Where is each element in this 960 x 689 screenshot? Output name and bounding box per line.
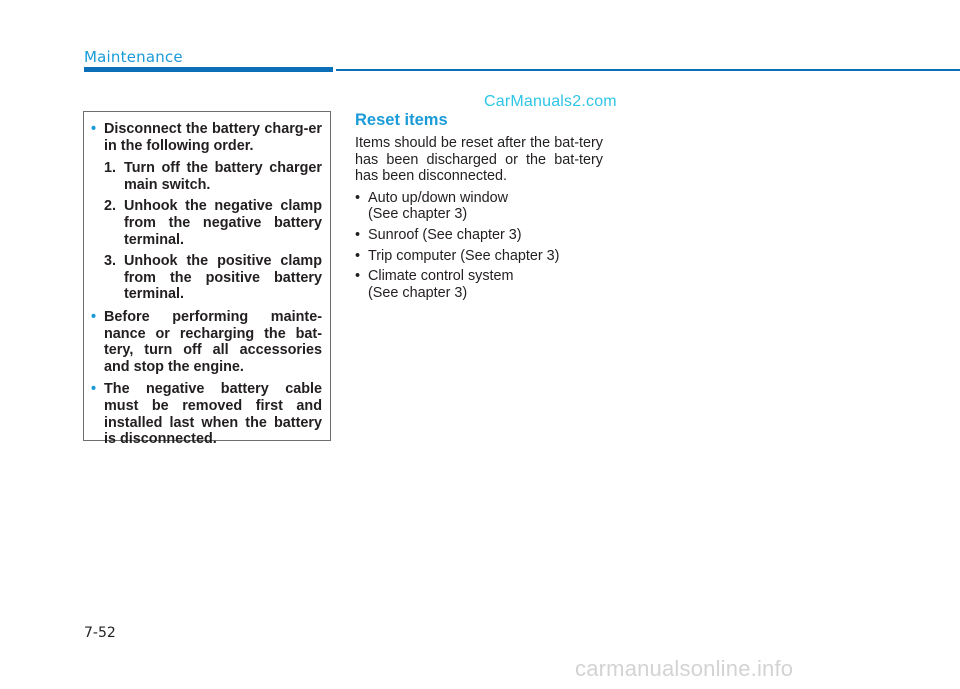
warning-bullet [91, 121, 322, 154]
warning-bullet-text: Before performing mainte-nance or recharging the bat-tery, turn off all accessories and stop the engine. [104, 308, 322, 375]
step-text: Unhook the positive clamp from the positive battery terminal. [124, 253, 322, 303]
list-item [355, 268, 603, 301]
bullet-icon: • [355, 226, 361, 243]
list-item-main: Auto up/down window [368, 189, 508, 206]
list-item [355, 227, 603, 244]
warning-step [104, 198, 322, 248]
warning-step [104, 253, 322, 303]
warning-bullet [91, 308, 322, 375]
section-header: Maintenance [84, 48, 183, 66]
bullet-icon: • [355, 268, 361, 285]
header-rule-thin [336, 69, 960, 71]
step-text: Unhook the negative clamp from the negative battery terminal. [124, 198, 322, 248]
list-item [355, 248, 603, 265]
warning-step [104, 160, 322, 193]
watermark-top: CarManuals2.com [484, 93, 617, 110]
list-item-sub: (See chapter 3) [368, 206, 468, 223]
reset-items-title: Reset items [355, 111, 448, 129]
warning-steps [104, 160, 322, 303]
step-number: 1. [104, 160, 117, 177]
list-item-sub: (See chapter 3) [368, 284, 468, 301]
warning-bullet-text: The negative battery cable must be removed first and installed last when the battery is disconnected. [104, 381, 322, 448]
step-text: Turn off the battery charger main switch. [124, 160, 322, 193]
warning-bullet-text: Disconnect the battery charg-er in the following order. [104, 121, 322, 154]
reset-intro: Items should be reset after the bat-tery has been discharged or the bat-tery has been disconnected. [355, 135, 603, 185]
list-item [355, 190, 603, 223]
page-number: 7-52 [84, 625, 116, 641]
list-item-main: Sunroof (See chapter 3) [368, 226, 522, 243]
step-number: 2. [104, 198, 117, 215]
watermark-bottom: carmanualsonline.info [575, 656, 794, 681]
header-rule-thick [84, 67, 333, 72]
warning-box [83, 111, 331, 448]
bullet-icon: • [91, 308, 97, 325]
bullet-icon: • [91, 121, 97, 137]
list-item-main: Trip computer (See chapter 3) [368, 247, 560, 264]
bullet-icon: • [91, 381, 97, 398]
reset-items-body [355, 135, 603, 305]
list-item-main: Climate control system [368, 268, 514, 285]
warning-bullet [91, 381, 322, 448]
bullet-icon: • [355, 247, 361, 264]
step-number: 3. [104, 253, 117, 270]
bullet-icon: • [355, 189, 361, 206]
